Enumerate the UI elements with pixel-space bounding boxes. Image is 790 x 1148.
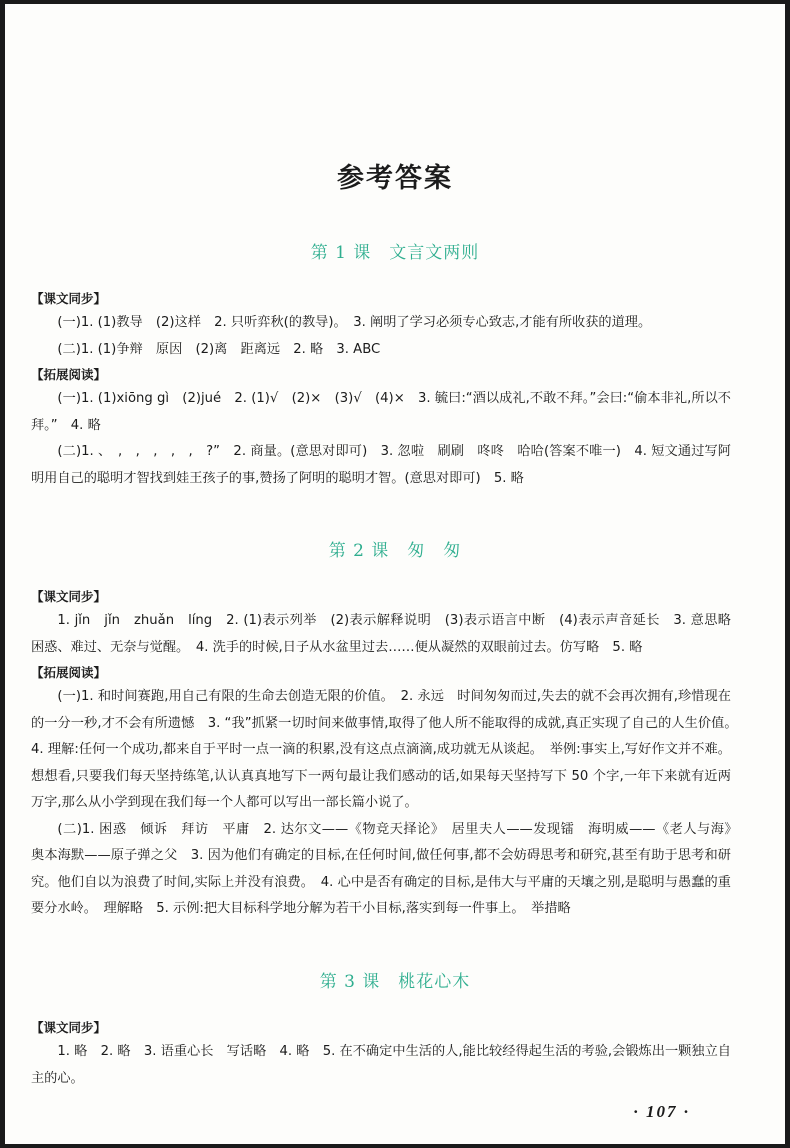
page-title: 参考答案 [337, 163, 453, 194]
answer-paragraph: 1. jǐn jǐn zhuǎn líng 2. (1)表示列举 (2)表示解释说明 (3)表示语言中断 (4)表示声音延长 3. 意思略 困惑、难过、无奈与觉醒。 4. 洗手的时候,日子从水盆里过去……便从凝然的双眼前过去。仿写略 5. 略 [31, 613, 745, 655]
lesson-1-content [31, 287, 731, 492]
lesson-3-heading: 第 3 课 桃花心木 [319, 972, 471, 992]
answer-paragraph: (二)1. 、 , , , , , ?” 2. 商量。(意思对即可) 3. 忽啦 刷刷 咚咚 哈哈(答案不唯一) 4. 短文通过写阿明用自己的聪明才智找到娃王孩子的事,赞扬了阿明的聪明才智。(意思对即可) 5. 略 [31, 444, 731, 486]
lesson-1-heading: 第 1 课 文言文两则 [310, 243, 480, 263]
answer-paragraph: 1. 略 2. 略 3. 语重心长 写话略 4. 略 5. 在不确定中生活的人,能比较经得起生活的考验,会锻炼出一颗独立自主的心。 [31, 1044, 731, 1086]
document-page [5, 4, 785, 1144]
answer-paragraph: (一)1. (1)教导 (2)这样 2. 只听弈秋(的教导)。 3. 阐明了学习必须专心致志,才能有所收获的道理。 [57, 315, 652, 330]
answer-paragraph: (二)1. (1)争辩 原因 (2)离 距离远 2. 略 3. ABC [57, 341, 381, 357]
answer-paragraph: (二)1. 困惑 倾诉 拜访 平庸 2. 达尔文——《物竞天择论》 居里夫人——发现镭 海明威——《老人与海》 奥本海默——原子弹之父 3. 因为他们有确定的目标,在任何时间,做任何事,都不会妨碍思考和研究,甚至有助于思考和研究。他们自以为浪费了时间,实际上并没有浪费。 4. 心中是否有确定的目标,是伟大与平庸的天壤之别,是聪明与愚蠢的重要分水岭。 理解略 5. 示例:把大目标科学地分解为若干小目标,落实到每一件事上。 举措略 [31, 821, 745, 916]
section-label: 【课文同步】 [31, 589, 107, 604]
lesson-3-content [31, 1016, 731, 1092]
section-label: 【拓展阅读】 [31, 665, 107, 680]
section-label: 【课文同步】 [31, 1020, 107, 1035]
section-label: 【拓展阅读】 [31, 367, 107, 382]
answer-paragraph: (一)1. (1)xiōng gì (2)jué 2. (1)√ (2)× (3)√ (4)× 3. 毓曰:“酒以成礼,不敢不拜。”会曰:“偷本非礼,所以不拜。” 4. 略 [31, 391, 731, 433]
lesson-2-heading: 第 2 课 匆 匆 [328, 541, 462, 561]
lesson-2-content [31, 585, 745, 923]
page-number: · 107 · [633, 1102, 690, 1121]
answer-paragraph: (一)1. 和时间赛跑,用自己有限的生命去创造无限的价值。 2. 永远 时间匆匆而过,失去的就不会再次拥有,珍惜现在的一分一秒,才不会有所遗憾 3. “我”抓紧一切时间来做事情,取得了他人所不能取得的成就,真正实现了自己的人生价值。 4. 理解:任何一个成功,都来自于平时一点一滴的积累,没有这点点滴滴,成功就无从谈起。 举例:事实上,写好作文并不难。想想看,只要我们每天坚持练笔,认认真真地写下一两句最让我们感动的话,如果每天坚持写下 50 个字,一年下来就有近两万字,那么从小学到现在我们每一个人都可以写出一部长篇小说了。 [31, 689, 745, 810]
section-label: 【课文同步】 [31, 291, 107, 306]
